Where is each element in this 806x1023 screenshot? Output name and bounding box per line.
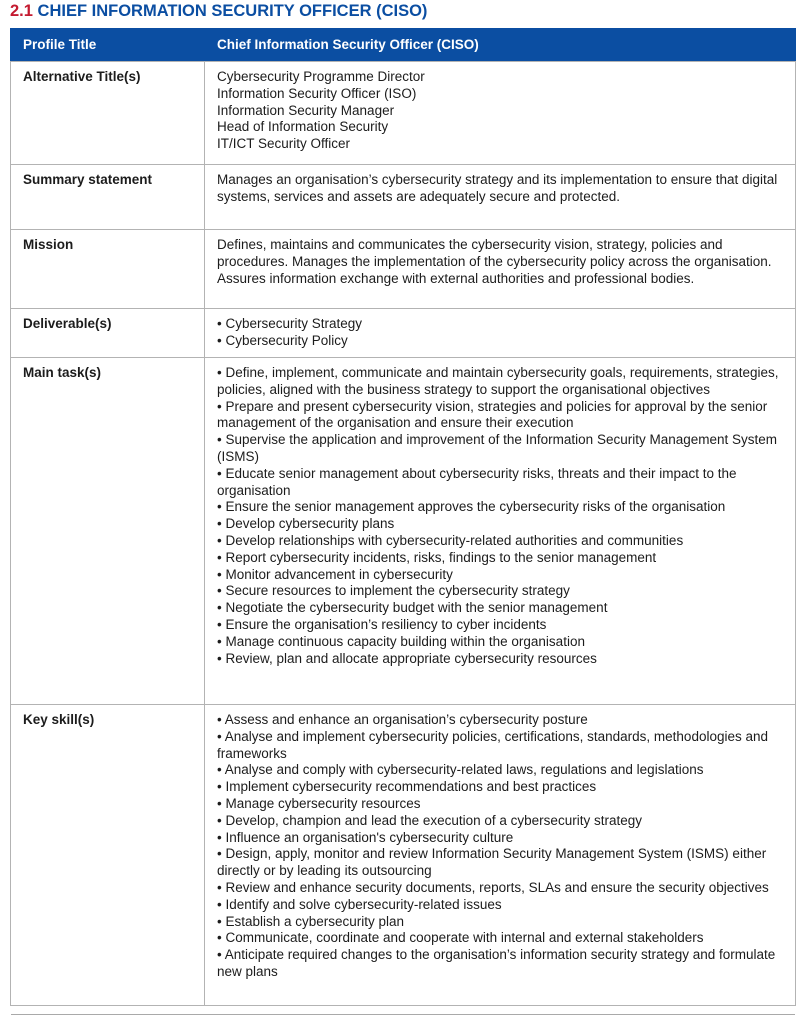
table-row-key-skills (11, 705, 796, 1006)
row-label-key-skills: Key skill(s) (11, 705, 205, 1006)
list-item: Head of Information Security (217, 119, 389, 135)
list-item: • Analyse and comply with cybersecurity-related laws, regulations and legislations (217, 762, 704, 778)
section-heading-text: CHIEF INFORMATION SECURITY OFFICER (CISO) (37, 2, 428, 20)
table-row-deliverables (11, 309, 796, 358)
list-item: • Analyse and implement cybersecurity policies, certifications, standards, methodologies and frameworks (217, 728, 769, 761)
list-item: • Assess and enhance an organisation’s cybersecurity posture (217, 712, 588, 727)
row-value-mission: Defines, maintains and communicates the cybersecurity vision, strategy, policies and procedures. Manages the implementation of the cybersecurity policy across the organisation. Assures information exchange with external authorities and professional bodies. (205, 230, 796, 309)
list-item: • Anticipate required changes to the organisation’s information security strategy and formulate new plans (217, 947, 776, 979)
list-item: • Communicate, coordinate and cooperate with internal and external stakeholders (217, 930, 704, 946)
list-item: • Monitor advancement in cybersecurity (217, 566, 453, 582)
table-row-mission (11, 230, 796, 309)
row-label-summary-statement: Summary statement (11, 165, 205, 230)
list-item: • Cybersecurity Policy (217, 332, 348, 348)
list-item: • Manage cybersecurity resources (217, 795, 421, 811)
list-item: • Prepare and present cybersecurity vision, strategies and policies for approval by the senior management of the organisation and ensure their execution (217, 398, 768, 431)
row-value-summary-statement: Manages an organisation’s cybersecurity strategy and its implementation to ensure that digital systems, services and assets are adequately secure and protected. (205, 165, 796, 230)
header-cell-profile-title: Profile Title (11, 29, 205, 62)
row-value-key-skills (205, 705, 796, 1006)
list-item: • Design, apply, monitor and review Information Security Management System (ISMS) either directly or by leading its outsourcing (217, 846, 767, 879)
list-item: IT/ICT Security Officer (217, 136, 351, 152)
list-item: • Develop relationships with cybersecurity-related authorities and communities (217, 532, 684, 548)
list-item: • Supervise the application and improvement of the Information Security Management System (ISMS) (217, 432, 778, 464)
list-item: • Report cybersecurity incidents, risks, findings to the senior management (217, 549, 657, 565)
table-continuation-border (11, 1014, 795, 1015)
list-item: Information Security Manager (217, 102, 395, 118)
list-item: • Establish a cybersecurity plan (217, 913, 405, 929)
row-label-mission: Mission (11, 230, 205, 309)
table-row-summary-statement (11, 165, 796, 230)
section-number: 2.1 (10, 2, 33, 20)
list-item: • Review, plan and allocate appropriate cybersecurity resources (217, 650, 597, 666)
row-value-deliverables (205, 309, 796, 358)
list-item: • Educate senior management about cybersecurity risks, threats and their impact to the organisation (217, 465, 737, 498)
list-item: • Identify and solve cybersecurity-related issues (217, 896, 502, 912)
list-item: • Implement cybersecurity recommendations and best practices (217, 779, 597, 795)
list-item: • Influence an organisation's cybersecurity culture (217, 829, 514, 845)
list-item: Information Security Officer (ISO) (217, 85, 417, 101)
list-item: • Ensure the senior management approves the cybersecurity risks of the organisation (217, 499, 726, 515)
list-item: • Develop, champion and lead the execution of a cybersecurity strategy (217, 812, 642, 828)
table-row-main-tasks (11, 358, 796, 705)
list-item: • Develop cybersecurity plans (217, 516, 395, 532)
list-item: • Review and enhance security documents, reports, SLAs and ensure the security objectives (217, 879, 769, 895)
list-item: • Manage continuous capacity building within the organisation (217, 633, 585, 649)
profile-table (10, 28, 796, 1006)
row-value-alternative-titles (205, 62, 796, 165)
section-heading (10, 2, 427, 21)
list-item: Cybersecurity Programme Director (217, 69, 425, 84)
list-item: • Negotiate the cybersecurity budget with the senior management (217, 600, 608, 616)
row-label-alternative-titles: Alternative Title(s) (11, 62, 205, 165)
table-header-row (11, 29, 796, 62)
list-item: • Define, implement, communicate and maintain cybersecurity goals, requirements, strategies, policies, aligned with the business strategy to support the organisational objectives (217, 365, 779, 397)
table-row-alternative-titles (11, 62, 796, 165)
list-item: • Ensure the organisation’s resiliency to cyber incidents (217, 616, 547, 632)
header-cell-profile-value: Chief Information Security Officer (CISO) (205, 29, 796, 62)
list-item: • Secure resources to implement the cybersecurity strategy (217, 583, 570, 599)
list-item: • Cybersecurity Strategy (217, 316, 363, 331)
row-value-main-tasks (205, 358, 796, 705)
row-label-deliverables: Deliverable(s) (11, 309, 205, 358)
row-label-main-tasks: Main task(s) (11, 358, 205, 705)
